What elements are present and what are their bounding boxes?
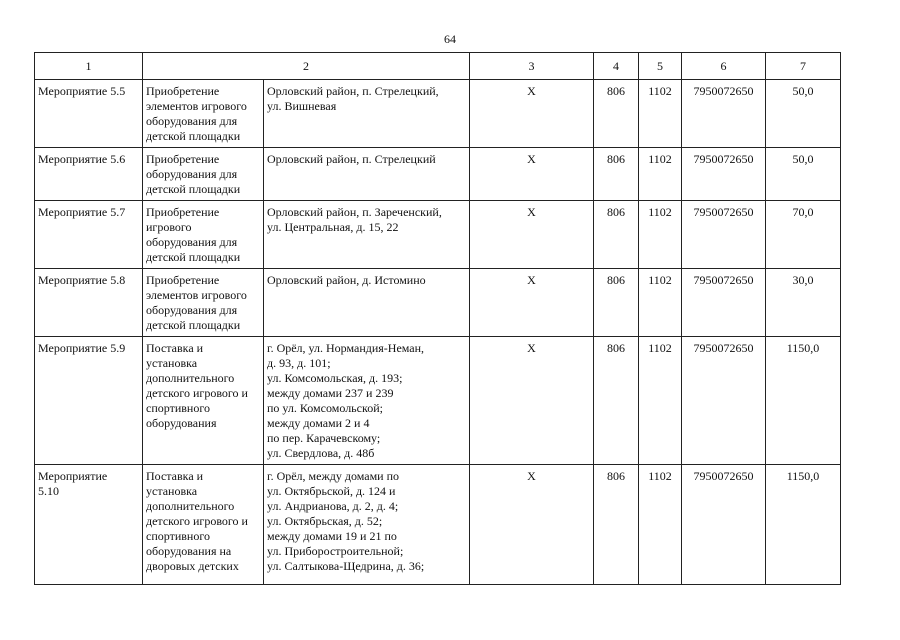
budget-table xyxy=(34,52,841,585)
col3-cell: X xyxy=(470,337,594,465)
col6-cell: 7950072650 xyxy=(682,337,766,465)
description-cell: Приобретение игрового оборудования для детской площадки xyxy=(143,201,264,269)
table-row xyxy=(35,337,841,465)
event-cell: Мероприятие 5.9 xyxy=(35,337,143,465)
col4-cell: 806 xyxy=(594,148,639,201)
event-cell: Мероприятие 5.7 xyxy=(35,201,143,269)
col3-cell: X xyxy=(470,80,594,148)
table-row xyxy=(35,269,841,337)
col6-cell: 7950072650 xyxy=(682,465,766,585)
col4-cell: 806 xyxy=(594,201,639,269)
address-cell: Орловский район, д. Истомино xyxy=(264,269,470,337)
col7-cell: 1150,0 xyxy=(766,465,841,585)
col5-cell: 1102 xyxy=(639,201,682,269)
header-cell-3: 3 xyxy=(470,53,594,80)
col6-cell: 7950072650 xyxy=(682,201,766,269)
col7-cell: 1150,0 xyxy=(766,337,841,465)
address-cell: г. Орёл, ул. Нормандия-Неман, д. 93, д. 101; ул. Комсомольская, д. 193; между домами 237 и 239 по ул. Комсомольской; между домами 2 и 4 по пер. Карачевскому; ул. Свердлова, д. 48б xyxy=(264,337,470,465)
description-cell: Приобретение элементов игрового оборудования для детской площадки xyxy=(143,269,264,337)
col6-cell: 7950072650 xyxy=(682,80,766,148)
table-header-row xyxy=(35,53,841,80)
header-cell-1: 1 xyxy=(35,53,143,80)
address-cell: Орловский район, п. Зареченский, ул. Центральная, д. 15, 22 xyxy=(264,201,470,269)
col7-cell: 70,0 xyxy=(766,201,841,269)
col5-cell: 1102 xyxy=(639,465,682,585)
description-cell: Приобретение оборудования для детской площадки xyxy=(143,148,264,201)
col4-cell: 806 xyxy=(594,465,639,585)
table-row xyxy=(35,80,841,148)
col5-cell: 1102 xyxy=(639,337,682,465)
address-cell: Орловский район, п. Стрелецкий xyxy=(264,148,470,201)
event-cell: Мероприятие 5.10 xyxy=(35,465,143,585)
description-cell: Поставка и установка дополнительного детского игрового и спортивного оборудования на дворовых детских xyxy=(143,465,264,585)
header-cell-2: 2 xyxy=(143,53,470,80)
col4-cell: 806 xyxy=(594,269,639,337)
event-cell: Мероприятие 5.8 xyxy=(35,269,143,337)
col3-cell: X xyxy=(470,148,594,201)
col3-cell: X xyxy=(470,465,594,585)
col5-cell: 1102 xyxy=(639,80,682,148)
description-cell: Поставка и установка дополнительного детского игрового и спортивного оборудования xyxy=(143,337,264,465)
page-number: 64 xyxy=(444,32,456,46)
col3-cell: X xyxy=(470,269,594,337)
description-cell: Приобретение элементов игрового оборудования для детской площадки xyxy=(143,80,264,148)
table-row xyxy=(35,465,841,585)
col6-cell: 7950072650 xyxy=(682,269,766,337)
header-cell-6: 6 xyxy=(682,53,766,80)
address-cell: г. Орёл, между домами по ул. Октябрьской, д. 124 и ул. Андрианова, д. 2, д. 4; ул. Октябрьская, д. 52; между домами 19 и 21 по ул. Приборостроительной; ул. Салтыкова-Щедрина, д. 36; xyxy=(264,465,470,585)
table-row xyxy=(35,148,841,201)
table-row xyxy=(35,201,841,269)
col7-cell: 50,0 xyxy=(766,148,841,201)
event-cell: Мероприятие 5.5 xyxy=(35,80,143,148)
col7-cell: 30,0 xyxy=(766,269,841,337)
event-cell: Мероприятие 5.6 xyxy=(35,148,143,201)
col4-cell: 806 xyxy=(594,337,639,465)
col6-cell: 7950072650 xyxy=(682,148,766,201)
address-cell: Орловский район, п. Стрелецкий, ул. Вишневая xyxy=(264,80,470,148)
header-cell-5: 5 xyxy=(639,53,682,80)
col5-cell: 1102 xyxy=(639,148,682,201)
header-cell-7: 7 xyxy=(766,53,841,80)
header-cell-4: 4 xyxy=(594,53,639,80)
col7-cell: 50,0 xyxy=(766,80,841,148)
col4-cell: 806 xyxy=(594,80,639,148)
col5-cell: 1102 xyxy=(639,269,682,337)
col3-cell: X xyxy=(470,201,594,269)
